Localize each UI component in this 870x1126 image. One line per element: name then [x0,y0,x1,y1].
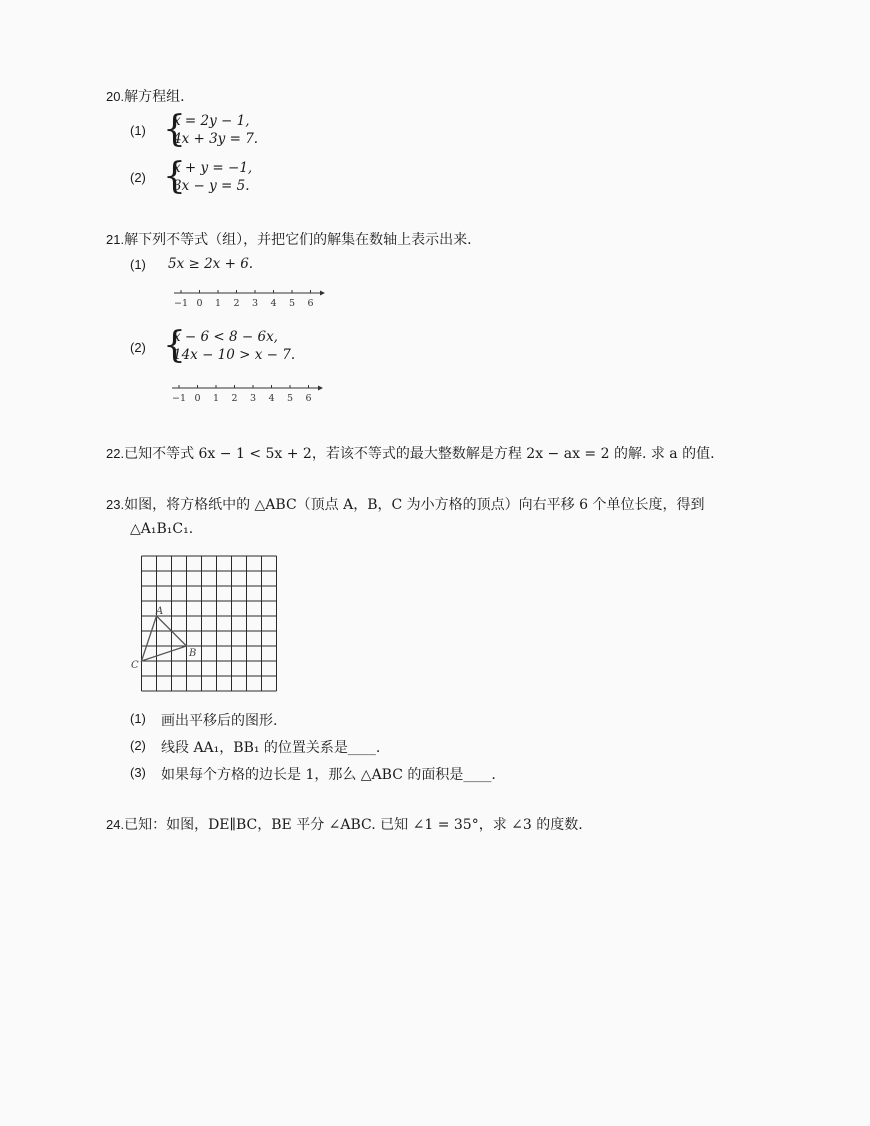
axis-tick-label: 0 [196,298,203,309]
question-23-line-2: △A₁B₁C₁. [130,521,194,537]
q20-part-2-brace: { [163,156,186,197]
axis-tick-label: −1 [171,393,187,404]
question-number: 24. [106,817,125,832]
axis-tick-label: 2 [233,298,240,309]
q23-part-3-label: (3) [130,765,146,780]
grid-figure [128,550,288,700]
question-22 [106,443,715,463]
axis-tick-label: 4 [268,393,275,404]
axis-tick-label: 6 [305,393,312,404]
q23-part-1-text: 画出平移后的图形. [161,713,278,729]
question-text: 解下列不等式（组），并把它们的解集在数轴上表示出来. [124,232,472,248]
question-text: 已知：如图，DE∥BC，BE 平分 ∠ABC. 已知 ∠1 = 35°，求 ∠3 的度数. [124,817,583,833]
q23-part-1-label: (1) [130,711,146,726]
axis-tick-label: 2 [231,393,238,404]
q23-part-3-text: 如果每个方格的边长是 1，那么 △ABC 的面积是____. [161,767,496,783]
axis-tick-label: 1 [214,298,222,309]
question-20 [106,86,185,106]
axis-tick-label: 3 [249,393,257,404]
vertex-a-label: A [156,606,164,617]
q20-part-2-label: (2) [130,170,146,185]
q20-part-1-brace: { [163,109,186,150]
number-line-2 [166,381,326,409]
question-21 [106,229,472,249]
q20-part-1-eq1: x = 2y − 1, [173,113,250,129]
question-23 [106,494,704,514]
axis-tick-label: 0 [194,393,201,404]
question-text: 已知不等式 6x − 1 < 5x + 2，若该不等式的最大整数解是方程 2x − ax = 2 的解. 求 a 的值. [124,446,715,462]
question-text: 解方程组. [124,89,185,105]
q21-part-1-inequality: 5x ≥ 2x + 6. [168,256,254,272]
q21-part-2-brace: { [163,325,186,366]
axis-tick-label: 5 [288,298,296,309]
q21-part-2-eq2: 14x − 10 > x − 7. [173,347,296,363]
q21-part-2-eq1: x − 6 < 8 − 6x, [173,329,278,345]
q23-part-2-label: (2) [130,738,146,753]
q21-part-2-label: (2) [130,340,146,355]
q20-part-1-eq2: 4x + 3y = 7. [173,131,259,147]
question-number: 23. [106,497,125,512]
vertex-c-label: C [131,660,139,671]
q20-part-2-eq2: 3x − y = 5. [173,178,250,194]
q23-part-2-text: 线段 AA₁，BB₁ 的位置关系是____. [161,740,381,756]
question-number: 20. [106,89,125,104]
axis-tick-label: 6 [307,298,314,309]
question-text-line-1: 如图，将方格纸中的 △ABC（顶点 A，B，C 为小方格的顶点）向右平移 6 个单位长度，得到 [124,497,705,513]
axis-tick-label: 5 [286,393,294,404]
axis-tick-label: 1 [212,393,220,404]
q20-part-1-label: (1) [130,123,146,138]
question-24 [106,814,583,834]
vertex-b-label: B [189,648,197,659]
question-number: 22. [106,446,125,461]
number-line-1 [168,286,328,314]
triangle-abc [142,616,187,661]
q20-part-2-eq1: x + y = −1, [173,160,253,176]
axis-tick-label: −1 [173,298,189,309]
q21-part-1-label: (1) [130,257,146,272]
question-number: 21. [106,232,125,247]
axis-tick-label: 4 [270,298,277,309]
axis-tick-label: 3 [251,298,259,309]
